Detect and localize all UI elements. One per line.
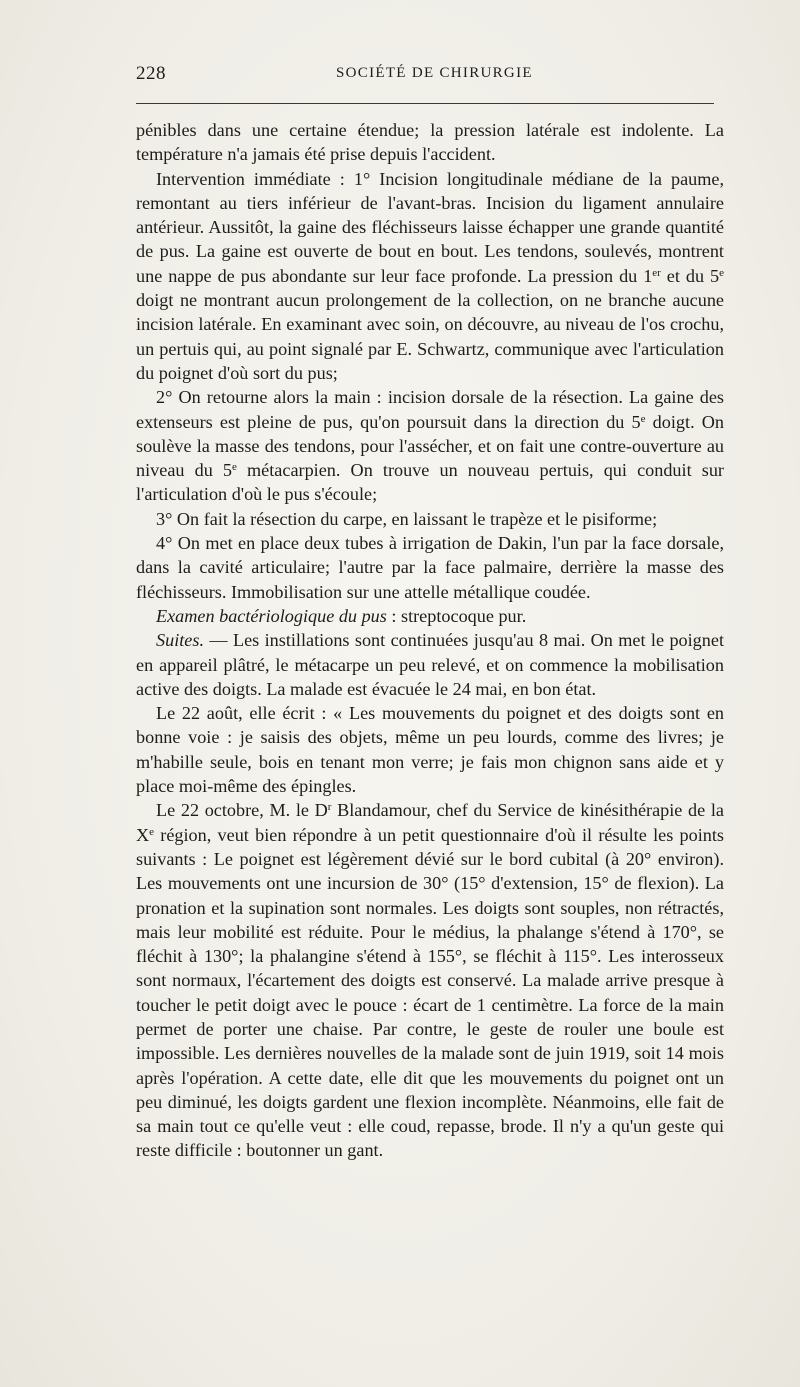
page-number: 228: [136, 63, 166, 84]
exam-label: Examen bactériologique du pus: [156, 605, 387, 626]
body-text: [136, 118, 724, 1163]
paragraph-followup: Le 22 octobre, M. le $D^r$ Blandamour, chef du Service de kinésithérapie de la Xe région, veut bien répondre à un petit questionnaire d'où il résulte les points suivants : Le poignet est légèrement dévié sur le bord cubital (à 20° environ). Les mouvements ont une incursion de 30° (15° d'extension, 15° de flexion). La pronation et la supination sont normales. Les doigts sont souples, non rétractés, mais leur mobilité est réduite. Pour le médius, la phalange s'étend à 170°, se fléchit à 130°; la phalangine s'étend à 155°, se fléchit à 115°. Les interosseux sont normaux, l'écartement des doigts est conservé. La malade arrive presque à toucher le petit doigt avec le pouce : écart de 1 centimètre. La force de la main permet de porter une chaise. Par contre, le geste de rouler une boule est impossible. Les dernières nouvelles de la malade sont de juin 1919, soit 14 mois après l'opération. A cette date, elle dit que les mouvements du poignet ont un peu diminué, les doigts gardent une flexion incomplète. Néanmoins, elle fait de sa main tout ce qu'elle veut : elle coud, repasse, brode. Il n'y a qu'un geste qui reste difficile : boutonner un gant.: [136, 800, 725, 1161]
exam-text: : streptocoque pur.: [386, 605, 527, 626]
suites-label: Suites.: [156, 630, 204, 651]
paragraph-letter: Le 22 août, elle écrit : « Les mouvements du poignet et des doigts sont en bonne voie : je saisis des objets, même un peu lourds, comme des livres; je m'habille seule, bois en tenant mon verre; je fais mon chignon sans aide et y place moi-même des épingles.: [136, 703, 724, 797]
paragraph-continuation: pénibles dans une certaine étendue; la pression latérale est indolente. La température n'a jamais été prise depuis l'accident.: [136, 120, 724, 165]
paragraph-exam: [136, 604, 724, 628]
suites-text: — Les instillations sont continuées jusqu'au 8 mai. On met le poignet en appareil plâtré, le métacarpe un peu relevé, et on commence la mobilisation active des doigts. La malade est évacuée le 24 mai, en bon état.: [136, 630, 724, 699]
paragraph-step-3: 3° On fait la résection du carpe, en laissant le trapèze et le pisiforme;: [156, 508, 658, 529]
header-rule: [136, 103, 714, 104]
running-title: SOCIÉTÉ DE CHIRURGIE: [336, 65, 533, 81]
paragraph-suites: [136, 628, 724, 701]
paragraph-intervention: Intervention immédiate : 1° Incision longitudinale médiane de la paume, remontant au tiers inférieur de l'avant-bras. Incision du ligament annulaire antérieur. Aussitôt, la gaine des fléchisseurs laisse échapper une grande quantité de pus. La gaine est ouverte de bout en bout. Les tendons, soulevés, montrent une nappe de pus abondante sur leur face profonde. La pression du 1er et du 5e doigt ne montrant aucun prolongement de la collection, on ne branche aucune incision latérale. En examinant avec soin, on découvre, au niveau de l'os crochu, un pertuis qui, au point signalé par E. Schwartz, communique avec l'articulation du poignet d'où sort du pus;: [136, 168, 724, 383]
page-header: [136, 63, 724, 89]
paragraph-step-4: 4° On met en place deux tubes à irrigation de Dakin, l'un par la face dorsale, dans la cavité articulaire; l'autre par la face palmaire, derrière la masse des fléchisseurs. Immobilisation sur une attelle métallique coudée.: [136, 533, 724, 602]
paragraph-step-2: 2° On retourne alors la main : incision dorsale de la résection. La gaine des extenseurs est pleine de pus, qu'on poursuit dans la direction du 5e doigt. On soulève la masse des tendons, pour l'assécher, et on fait une contre-ouverture au niveau du 5e métacarpien. On trouve un nouveau pertuis, qui conduit sur l'articulation d'où le pus s'écoule;: [136, 387, 724, 505]
